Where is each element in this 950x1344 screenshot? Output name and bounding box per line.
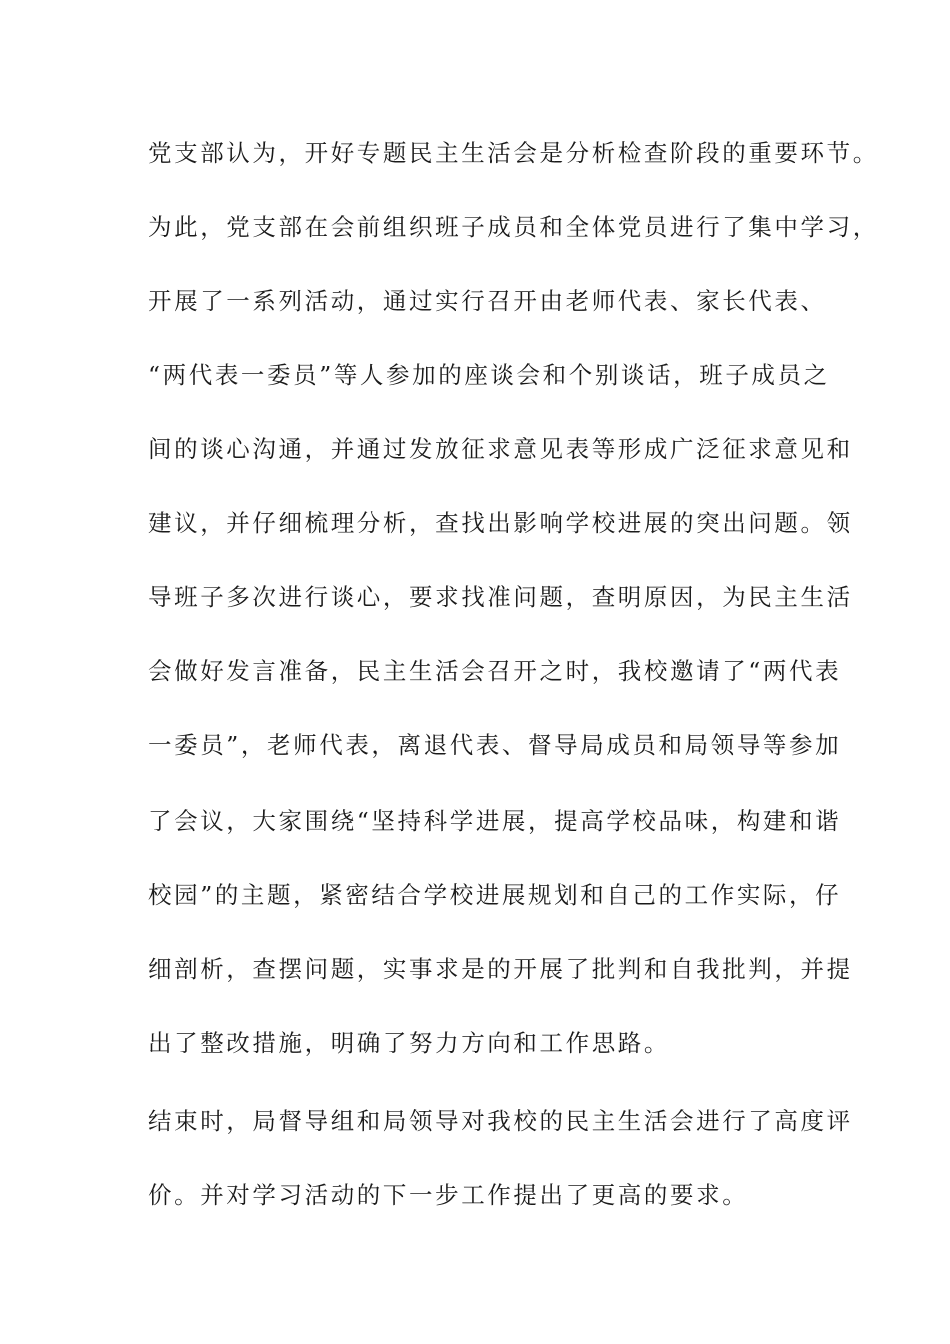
text-line: 一委员”，老师代表，离退代表、督导局成员和局领导等参加 [148,731,842,759]
text-line: 会做好发言准备，民主生活会召开之时，我校邀请了“两代表 [148,657,842,685]
text-line: 结束时，局督导组和局领导对我校的民主生活会进行了高度评 [148,1107,853,1135]
text-line: 开展了一系列活动，通过实行召开由老师代表、家长代表、 [148,287,827,315]
text-line: 价。并对学习活动的下一步工作提出了更高的要求。 [148,1181,749,1209]
text-line: 党支部认为，开好专题民主生活会是分析检查阶段的重要环节。 [148,139,879,167]
text-line: 校园”的主题，紧密结合学校进展规划和自己的工作实际，仔 [148,881,842,909]
text-line: 了会议，大家围绕“坚持科学进展，提高学校品味，构建和谐 [148,807,842,835]
text-line: 建议，并仔细梳理分析，查找出影响学校进展的突出问题。领 [148,509,853,537]
text-line: 出了整改措施，明确了努力方向和工作思路。 [148,1029,670,1057]
text-line: 细剖析，查摆问题，实事求是的开展了批判和自我批判，并提 [148,955,853,983]
text-line: 间的谈心沟通，并通过发放征求意见表等形成广泛征求意见和 [148,435,853,463]
text-line: “两代表一委员”等人参加的座谈会和个别谈话，班子成员之 [148,361,830,389]
text-line: 导班子多次进行谈心，要求找准问题，查明原因，为民主生活 [148,583,853,611]
text-line: 为此，党支部在会前组织班子成员和全体党员进行了集中学习， [148,213,879,241]
